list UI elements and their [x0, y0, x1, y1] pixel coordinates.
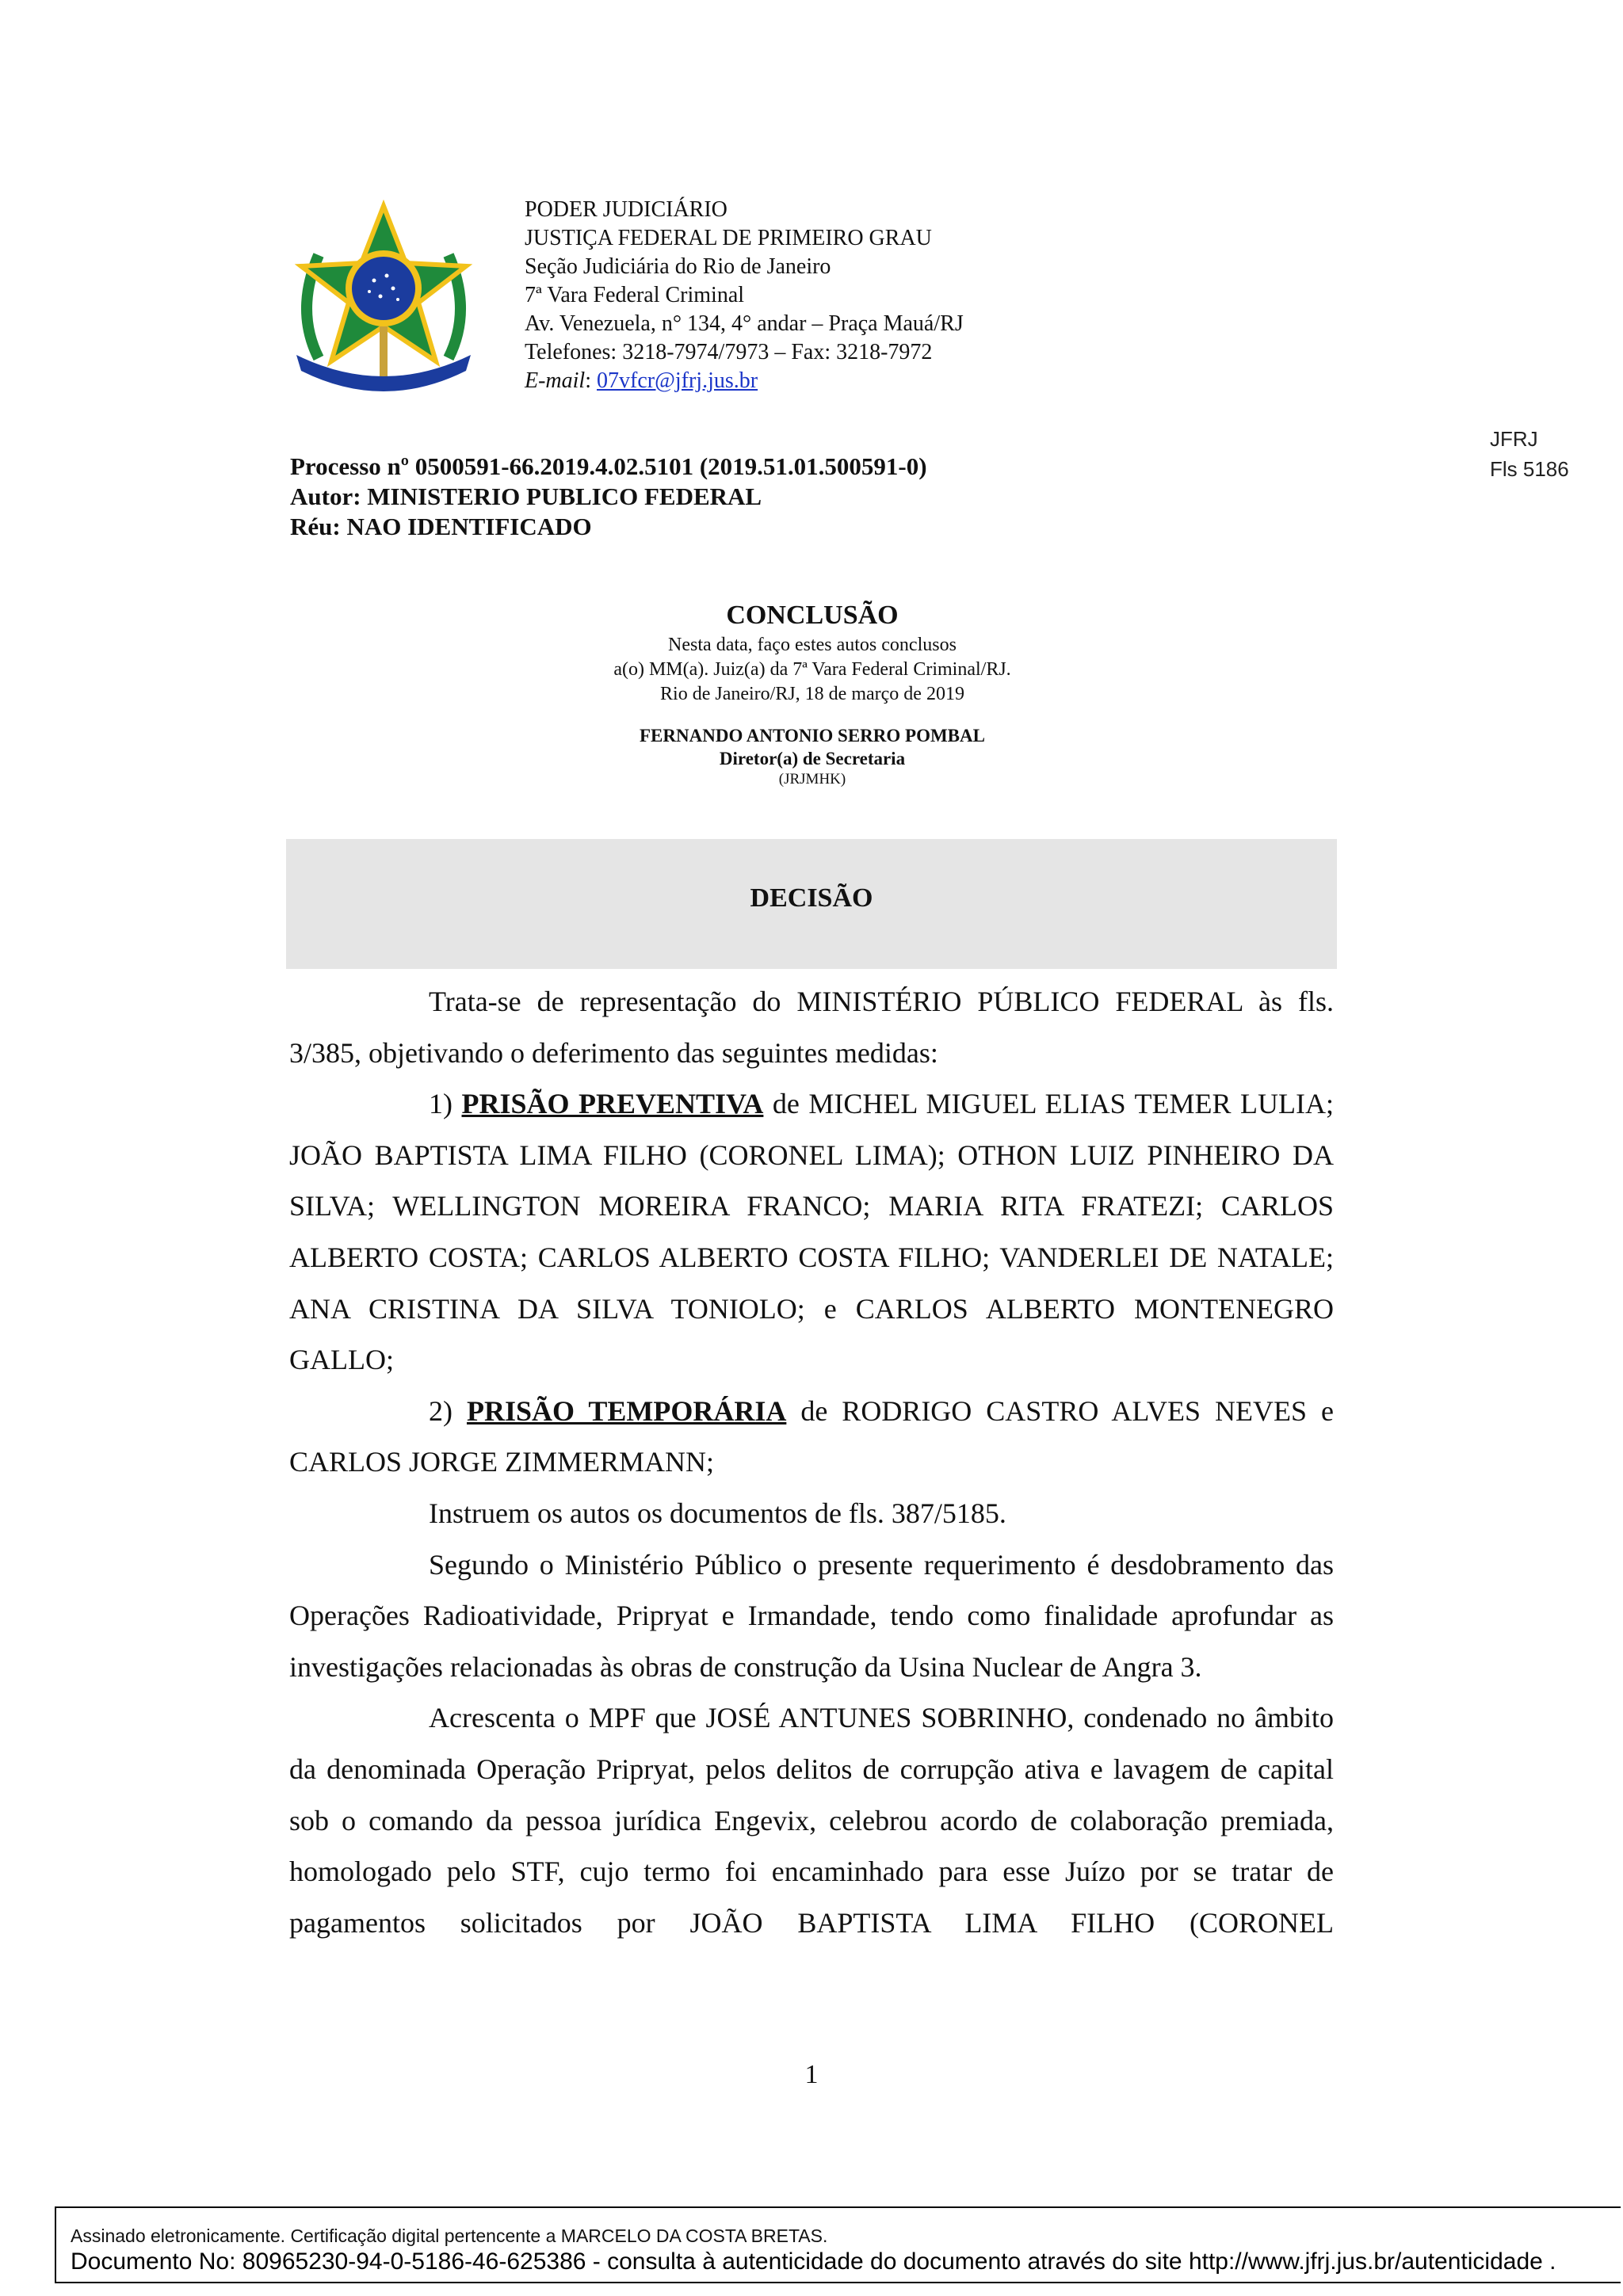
measure-text: de RODRIGO CASTRO ALVES NEVES e CARLOS JORGE ZIMMERMANN;	[289, 1394, 1334, 1478]
paragraph: Acrescenta o MPF que JOSÉ ANTUNES SOBRINHO, condenado no âmbito da denominada Operação Pripryat, pelos delitos de corrupção ativa e lavagem de capital sob o comando da pessoa jurídica Engevix, celebrou acordo de colaboração premiada, homologado pelo STF, cujo termo foi encaminhado para esse Juízo por se tratar de pagamentos solicitados por JOÃO BAPTISTA LIMA FILHO (CORONEL	[289, 1702, 1334, 1939]
case-defendant: Réu: NAO IDENTIFICADO	[290, 513, 592, 540]
page-stamp	[1490, 424, 1601, 484]
measure-label: PRISÃO TEMPORÁRIA	[466, 1394, 787, 1427]
paragraph: Trata-se de representação do MINISTÉRIO PÚBLICO FEDERAL às fls. 3/385, objetivando o deferimento das seguintes medidas:	[289, 986, 1334, 1069]
decision-banner	[286, 839, 1337, 969]
case-author: Autor: MINISTERIO PUBLICO FEDERAL	[290, 482, 762, 510]
measure-label: PRISÃO PREVENTIVA	[461, 1088, 764, 1120]
case-info	[290, 452, 927, 542]
item-number: 1)	[429, 1088, 462, 1120]
court-header	[525, 196, 964, 395]
paragraph: Segundo o Ministério Público o presente requerimento é desdobramento das Operações Radioatividade, Pripryat e Irmandade, tendo como finalidade aprofundar as investigações relacionadas às obras de construção da Usina Nuclear de Angra 3.	[289, 1548, 1334, 1683]
measure-text: de MICHEL MIGUEL ELIAS TEMER LULIA; JOÃO BAPTISTA LIMA FILHO (CORONEL LIMA); OTHON LUIZ PINHEIRO DA SILVA; WELLINGTON MOREIRA FRANCO; MARIA RITA FRATEZI; CARLOS ALBERTO COSTA; CARLOS ALBERTO COSTA FILHO; VANDERLEI DE NATALE; ANA CRISTINA DA SILVA TONIOLO; e CARLOS ALBERTO MONTENEGRO GALLO;	[289, 1088, 1334, 1376]
header-line: JUSTIÇA FEDERAL DE PRIMEIRO GRAU	[525, 226, 932, 250]
stamp-court: JFRJ	[1490, 427, 1538, 451]
email-link[interactable]: 07vfcr@jfrj.jus.br	[597, 368, 758, 393]
stamp-folio: Fls 5186	[1490, 457, 1569, 481]
coat-of-arms-icon	[287, 200, 480, 393]
signer-code: (JRJMHK)	[778, 771, 846, 788]
signer-role: Diretor(a) de Secretaria	[719, 749, 906, 769]
decision-body	[289, 976, 1334, 1948]
conclusion-title: CONCLUSÃO	[726, 601, 899, 630]
page-number: 1	[804, 2060, 819, 2089]
case-number: Processo nº 0500591-66.2019.4.02.5101 (2019.51.01.500591-0)	[290, 452, 927, 480]
signature-footer	[55, 2206, 1621, 2283]
decision-title: DECISÃO	[750, 883, 873, 913]
conclusion-date: Rio de Janeiro/RJ, 18 de março de 2019	[660, 684, 964, 704]
paragraph	[289, 1078, 1334, 1386]
header-line: Av. Venezuela, n° 134, 4° andar – Praça Mauá/RJ	[525, 311, 964, 336]
email-label: E-mail	[525, 368, 586, 393]
signer-name: FERNANDO ANTONIO SERRO POMBAL	[640, 726, 985, 746]
item-number: 2)	[429, 1394, 467, 1427]
header-line: 7ª Vara Federal Criminal	[525, 283, 745, 307]
conclusion-block	[475, 598, 1149, 789]
paragraph	[289, 1386, 1334, 1488]
header-line: Seção Judiciária do Rio de Janeiro	[525, 254, 831, 279]
signature-notice: Assinado eletronicamente. Certificação digital pertencente a MARCELO DA COSTA BRETAS.	[71, 2225, 828, 2246]
conclusion-line: a(o) MM(a). Juiz(a) da 7ª Vara Federal Criminal/RJ.	[613, 659, 1011, 680]
document-authenticity: Documento No: 80965230-94-0-5186-46-625386 - consulta à autenticidade do documento através do site http://www.jfrj.jus.br/autenticidade .	[71, 2248, 1556, 2275]
header-line: Telefones: 3218-7974/7973 – Fax: 3218-7972	[525, 340, 933, 364]
header-email-line: E-mail: 07vfcr@jfrj.jus.br	[525, 368, 758, 393]
header-line: PODER JUDICIÁRIO	[525, 197, 727, 222]
paragraph: Instruem os autos os documentos de fls. 387/5185.	[429, 1497, 1006, 1529]
conclusion-line: Nesta data, faço estes autos conclusos	[668, 635, 957, 655]
